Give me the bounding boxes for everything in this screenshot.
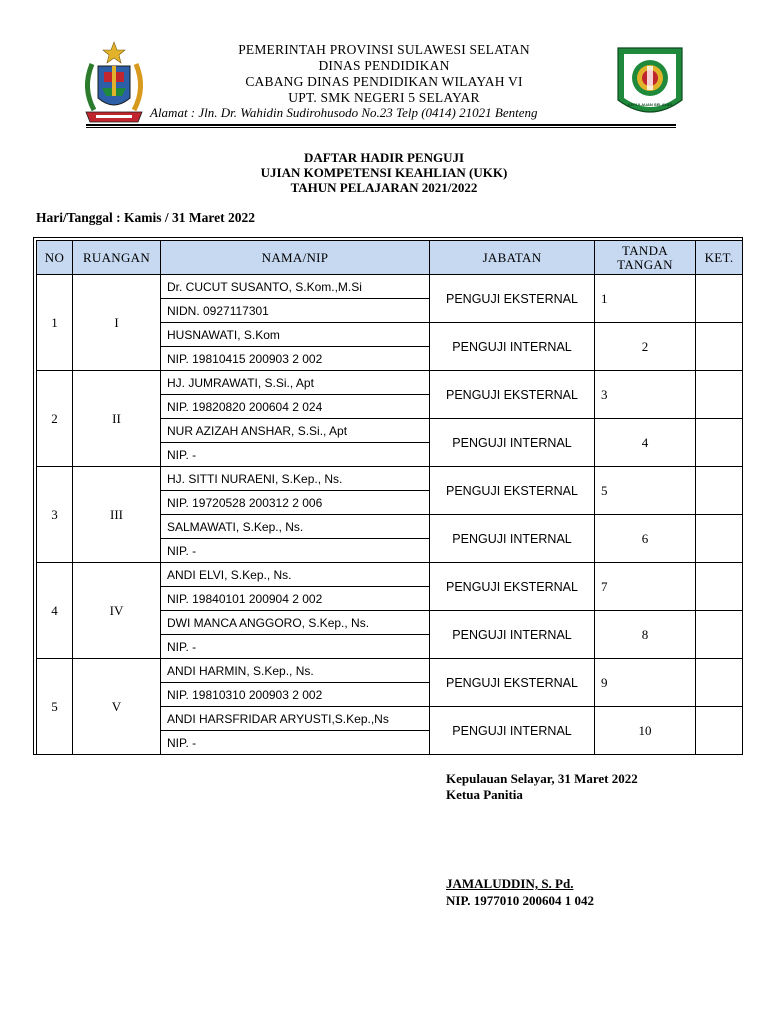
table-row: [37, 659, 743, 683]
cell-signature-external[interactable]: 3: [595, 371, 696, 419]
table-row: [37, 467, 743, 491]
attendance-table: [36, 240, 743, 755]
school-logo-text: KEPULAUAN SELAYAR: [627, 102, 673, 107]
signature-place-date: Kepulauan Selayar, 31 Maret 2022: [446, 771, 638, 786]
cell-signature-internal[interactable]: 4: [595, 419, 696, 467]
cell-ruangan: IV: [73, 563, 161, 659]
cell-ruangan: III: [73, 467, 161, 563]
cell-ket-external: [696, 371, 743, 419]
cell-internal-nip: NIP. -: [161, 539, 430, 563]
cell-ket-external: [696, 275, 743, 323]
cell-signature-external[interactable]: 5: [595, 467, 696, 515]
col-jabatan: JABATAN: [430, 241, 595, 275]
col-tanda: TANDA: [622, 242, 668, 258]
cell-external-name: Dr. CUCUT SUSANTO, S.Kom.,M.Si: [161, 275, 430, 299]
cell-ruangan: I: [73, 275, 161, 371]
cell-internal-name: NUR AZIZAH ANSHAR, S.Si., Apt: [161, 419, 430, 443]
cell-signature-external[interactable]: 1: [595, 275, 696, 323]
cell-external-jabatan: PENGUJI EKSTERNAL: [430, 275, 595, 323]
cell-internal-name: HUSNAWATI, S.Kom: [161, 323, 430, 347]
letterhead-rule: [86, 124, 676, 126]
col-ket: KET.: [696, 241, 743, 275]
cell-internal-jabatan: PENGUJI INTERNAL: [430, 323, 595, 371]
cell-external-nip: NIP. 19720528 200312 2 006: [161, 491, 430, 515]
doc-title-2: UJIAN KOMPETENSI KEAHLIAN (UKK): [260, 165, 508, 180]
cell-internal-nip: NIP. 19810415 200903 2 002: [161, 347, 430, 371]
cell-external-name: ANDI HARMIN, S.Kep., Ns.: [161, 659, 430, 683]
signature-name: JAMALUDDIN, S. Pd.: [446, 876, 574, 891]
header-address: Alamat : Jln. Dr. Wahidin Sudirohusodo No.23 Telp (0414) 21021 Benteng: [150, 105, 538, 120]
table-row: [37, 563, 743, 587]
cell-no: 4: [37, 563, 73, 659]
cell-signature-external[interactable]: 9: [595, 659, 696, 707]
cell-external-nip: NIP. 19820820 200604 2 024: [161, 395, 430, 419]
cell-internal-jabatan: PENGUJI INTERNAL: [430, 611, 595, 659]
col-nama-nip: NAMA/NIP: [161, 241, 430, 275]
cell-ruangan: II: [73, 371, 161, 467]
col-no: NO: [37, 241, 73, 275]
signature-role: Ketua Panitia: [446, 787, 523, 802]
col-tangan: TANGAN: [617, 256, 673, 272]
letterhead-rule-thin: [86, 127, 676, 128]
cell-no: 3: [37, 467, 73, 563]
cell-internal-jabatan: PENGUJI INTERNAL: [430, 707, 595, 755]
cell-external-nip: NIDN. 0927117301: [161, 299, 430, 323]
header-branch: CABANG DINAS PENDIDIKAN WILAYAH VI: [245, 74, 523, 89]
col-tanda-tangan: [595, 241, 696, 275]
header-department: DINAS PENDIDIKAN: [318, 58, 450, 73]
cell-signature-internal[interactable]: 10: [595, 707, 696, 755]
col-ruangan: RUANGAN: [73, 241, 161, 275]
header-school: UPT. SMK NEGERI 5 SELAYAR: [288, 90, 480, 105]
table-header-row: [37, 241, 743, 275]
cell-external-jabatan: PENGUJI EKSTERNAL: [430, 659, 595, 707]
cell-internal-jabatan: PENGUJI INTERNAL: [430, 419, 595, 467]
cell-signature-external[interactable]: 7: [595, 563, 696, 611]
cell-ket-external: [696, 563, 743, 611]
cell-external-nip: NIP. 19840101 200904 2 002: [161, 587, 430, 611]
cell-internal-name: DWI MANCA ANGGORO, S.Kep., Ns.: [161, 611, 430, 635]
cell-external-jabatan: PENGUJI EKSTERNAL: [430, 371, 595, 419]
cell-internal-name: SALMAWATI, S.Kep., Ns.: [161, 515, 430, 539]
doc-title-1: DAFTAR HADIR PENGUJI: [303, 150, 465, 165]
cell-ket-internal: [696, 515, 743, 563]
cell-internal-nip: NIP. -: [161, 731, 430, 755]
cell-signature-internal[interactable]: 6: [595, 515, 696, 563]
cell-signature-internal[interactable]: 2: [595, 323, 696, 371]
cell-external-jabatan: PENGUJI EKSTERNAL: [430, 563, 595, 611]
signature-nip: NIP. 1977010 200604 1 042: [446, 893, 594, 908]
cell-external-name: ANDI ELVI, S.Kep., Ns.: [161, 563, 430, 587]
cell-ket-internal: [696, 419, 743, 467]
cell-signature-internal[interactable]: 8: [595, 611, 696, 659]
cell-internal-name: ANDI HARSFRIDAR ARYUSTI,S.Kep.,Ns: [161, 707, 430, 731]
table-row: [37, 371, 743, 395]
cell-no: 5: [37, 659, 73, 755]
doc-title-3: TAHUN PELAJARAN 2021/2022: [290, 180, 478, 195]
cell-external-jabatan: PENGUJI EKSTERNAL: [430, 467, 595, 515]
cell-internal-nip: NIP. -: [161, 443, 430, 467]
table-row: [37, 275, 743, 299]
cell-ruangan: V: [73, 659, 161, 755]
cell-internal-jabatan: PENGUJI INTERNAL: [430, 515, 595, 563]
header-government: PEMERINTAH PROVINSI SULAWESI SELATAN: [238, 42, 530, 57]
cell-ket-internal: [696, 707, 743, 755]
hari-tanggal: Hari/Tanggal : Kamis / 31 Maret 2022: [36, 210, 255, 225]
cell-external-nip: NIP. 19810310 200903 2 002: [161, 683, 430, 707]
cell-no: 2: [37, 371, 73, 467]
cell-external-name: HJ. SITTI NURAENI, S.Kep., Ns.: [161, 467, 430, 491]
cell-ket-external: [696, 659, 743, 707]
cell-no: 1: [37, 275, 73, 371]
cell-ket-external: [696, 467, 743, 515]
cell-ket-internal: [696, 323, 743, 371]
cell-external-name: HJ. JUMRAWATI, S.Si., Apt: [161, 371, 430, 395]
cell-ket-internal: [696, 611, 743, 659]
cell-internal-nip: NIP. -: [161, 635, 430, 659]
